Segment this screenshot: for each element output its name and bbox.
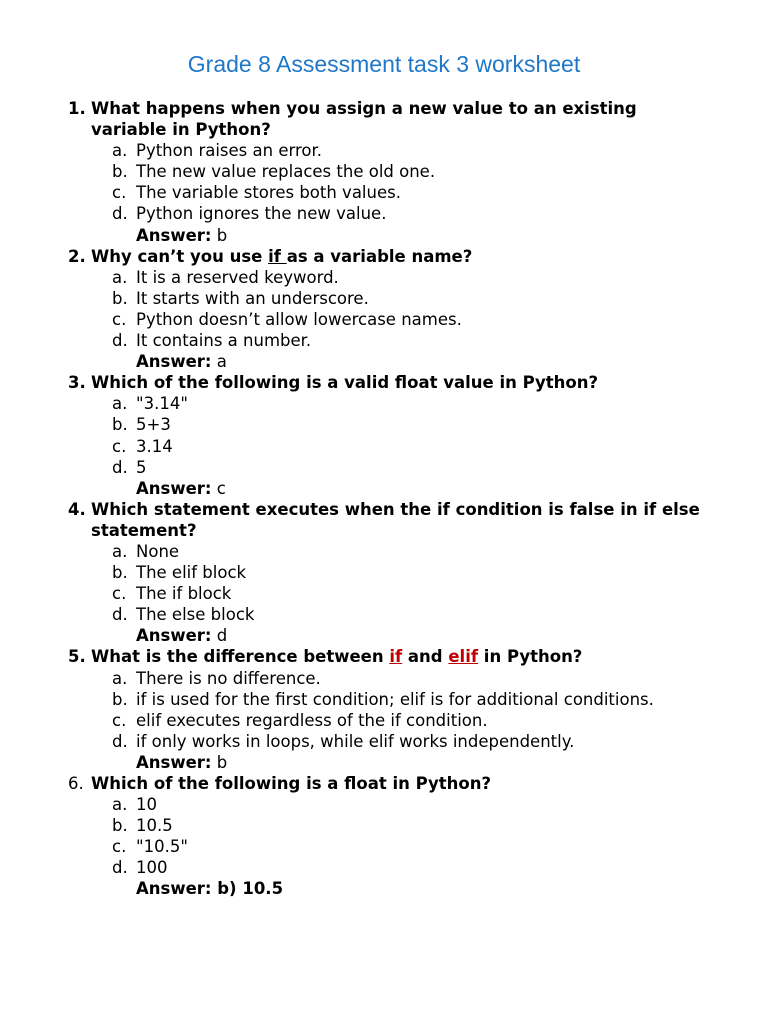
option-text: "3.14"	[136, 394, 188, 414]
option-4c	[0, 583, 768, 604]
option-5b	[0, 689, 768, 710]
option-text: 5+3	[136, 415, 171, 435]
question-text: Which statement executes when the if condition is false in if else statement?	[91, 499, 700, 540]
option-letter: b.	[112, 415, 128, 435]
answer-label: Answer:	[136, 352, 212, 372]
question-text-part: in Python?	[478, 647, 583, 667]
question-number: 4.	[68, 499, 86, 519]
option-letter: d.	[112, 858, 128, 878]
question-4	[0, 499, 768, 541]
answer-4	[136, 625, 768, 646]
option-4d	[0, 604, 768, 625]
keyword-elif: elif	[448, 647, 479, 667]
option-2a	[0, 267, 768, 288]
answer-value: b	[211, 225, 228, 245]
option-6c	[0, 836, 768, 857]
question-text-part: Why can’t you use	[91, 246, 269, 266]
option-letter: b.	[112, 563, 128, 583]
option-text: "10.5"	[136, 837, 188, 857]
option-3a	[0, 393, 768, 414]
question-text	[91, 646, 711, 667]
option-1a	[0, 140, 768, 161]
question-text-part: What is the difference between	[91, 647, 390, 667]
option-text: The variable stores both values.	[136, 183, 401, 203]
option-text: if only works in loops, while elif works independently.	[136, 731, 575, 751]
option-text: 5	[136, 457, 147, 477]
option-text: The new value replaces the old one.	[136, 162, 436, 182]
option-4a	[0, 541, 768, 562]
option-letter: a.	[112, 541, 128, 561]
option-6a	[0, 794, 768, 815]
answer-5	[136, 752, 768, 773]
option-text: The if block	[136, 584, 232, 604]
option-2b	[0, 288, 768, 309]
answer-value: c	[211, 478, 226, 498]
option-text: There is no difference.	[136, 668, 321, 688]
question-text-part: and	[402, 647, 449, 667]
answer-3	[136, 478, 768, 499]
option-letter: c.	[112, 584, 127, 604]
option-text: It contains a number.	[136, 331, 312, 351]
option-letter: d.	[112, 731, 128, 751]
question-number: 2.	[68, 246, 86, 266]
option-6d	[0, 857, 768, 878]
question-text	[91, 246, 711, 267]
option-letter: b.	[112, 689, 128, 709]
option-letter: c.	[112, 309, 127, 329]
option-letter: c.	[112, 183, 127, 203]
question-number: 5.	[68, 647, 86, 667]
option-letter: c.	[112, 436, 127, 456]
option-1c	[0, 182, 768, 203]
option-text: 10.5	[136, 816, 173, 836]
question-text: Which of the following is a float in Python?	[91, 774, 492, 793]
option-letter: b.	[112, 162, 128, 182]
option-5d	[0, 731, 768, 752]
question-1	[0, 98, 768, 140]
answer-label: Answer:	[136, 225, 212, 245]
answer-value: a	[211, 352, 227, 372]
option-text: The elif block	[136, 563, 247, 583]
question-text: Which of the following is a valid float value in Python?	[91, 373, 599, 393]
answer-6: Answer: b) 10.5	[136, 879, 284, 899]
option-text: if is used for the first condition; elif is for additional conditions.	[136, 689, 654, 709]
page-title: Grade 8 Assessment task 3 worksheet	[187, 51, 581, 77]
question-text-part: as a variable name?	[286, 246, 473, 266]
option-text: Python ignores the new value.	[136, 204, 387, 224]
option-1b	[0, 161, 768, 182]
option-text: Python raises an error.	[136, 141, 322, 161]
question-6	[0, 773, 768, 794]
question-5	[0, 646, 768, 667]
option-3c	[0, 436, 768, 457]
option-1d	[0, 203, 768, 224]
question-text: What happens when you assign a new value to an existing variable in Python?	[91, 99, 637, 140]
keyword-if: if	[268, 246, 287, 266]
answer-2	[136, 351, 768, 372]
option-letter: a.	[112, 795, 128, 815]
option-text: It is a reserved keyword.	[136, 267, 339, 287]
option-4b	[0, 562, 768, 583]
option-letter: a.	[112, 394, 128, 414]
option-2c	[0, 309, 768, 330]
question-number: 3.	[68, 373, 86, 393]
question-2	[0, 246, 768, 267]
answer-label: Answer:	[136, 478, 212, 498]
option-letter: a.	[112, 267, 128, 287]
answer-label: Answer:	[136, 752, 212, 772]
option-text: elif executes regardless of the if condition.	[136, 710, 488, 730]
keyword-if: if	[389, 647, 403, 667]
question-list	[0, 98, 768, 900]
option-text: None	[136, 541, 180, 561]
question-number: 1.	[68, 99, 86, 118]
option-letter: d.	[112, 331, 128, 351]
option-letter: c.	[112, 837, 127, 857]
option-6b	[0, 815, 768, 836]
option-text: Python doesn’t allow lowercase names.	[136, 309, 462, 329]
option-3d	[0, 457, 768, 478]
answer-value: d	[211, 626, 228, 646]
question-number: 6.	[68, 774, 84, 793]
option-2d	[0, 330, 768, 351]
option-text: 3.14	[136, 436, 173, 456]
answer-value: b	[211, 752, 228, 772]
option-5a	[0, 668, 768, 689]
answer-label: Answer:	[136, 626, 212, 646]
option-letter: b.	[112, 288, 128, 308]
option-text: It starts with an underscore.	[136, 288, 369, 308]
option-letter: d.	[112, 605, 128, 625]
answer-1	[136, 225, 768, 246]
option-text: 10	[136, 795, 157, 815]
option-letter: b.	[112, 816, 128, 836]
option-letter: a.	[112, 141, 128, 161]
question-3	[0, 372, 768, 393]
option-text: The else block	[136, 605, 255, 625]
option-letter: d.	[112, 457, 128, 477]
option-3b	[0, 414, 768, 435]
option-5c	[0, 710, 768, 731]
option-letter: a.	[112, 668, 128, 688]
option-letter: d.	[112, 204, 128, 224]
option-letter: c.	[112, 710, 127, 730]
option-text: 100	[136, 858, 168, 878]
